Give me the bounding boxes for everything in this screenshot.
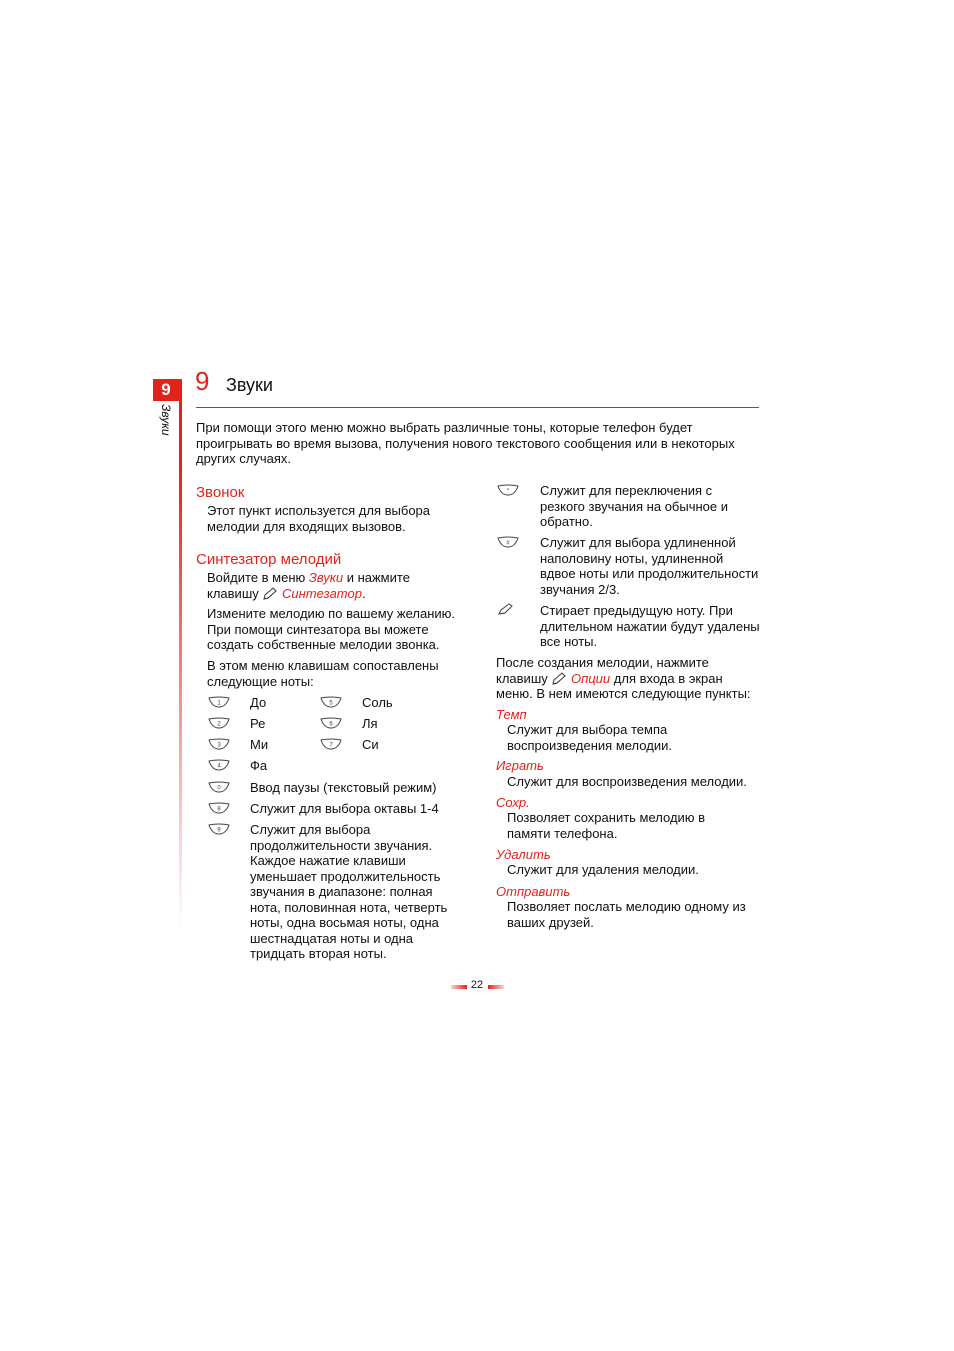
option-label-tempo: Темп [496, 707, 527, 722]
svg-text:6: 6 [329, 721, 333, 728]
page-number-bar-right [488, 985, 504, 989]
note-si: Си [362, 737, 379, 752]
dotted-text: Служит для выбора удлиненной наполовину ноты, удлиненной вдвое ноты или продолжительности звучания 2/3. [540, 535, 759, 597]
erase-text: Стирает предыдущую ноту. При длительном нажатии будут удалены все ноты. [540, 603, 760, 649]
svg-text:*: * [506, 488, 510, 495]
menu-link-sounds: Звуки [308, 570, 344, 585]
svg-text:2: 2 [217, 721, 221, 728]
key-icon [208, 802, 230, 814]
synth-keys-intro: В этом меню клавишам сопоставлены следующие ноты: [207, 658, 439, 689]
svg-text:3: 3 [217, 742, 221, 749]
svg-text:8: 8 [217, 806, 221, 813]
side-label: Звуки [159, 404, 173, 436]
key-icon [208, 759, 230, 771]
erase-key-icon [497, 603, 519, 615]
svg-text:0: 0 [217, 785, 221, 792]
note-sol: Соль [362, 695, 393, 710]
key-icon [497, 484, 519, 496]
after-create-text: После создания мелодии, нажмите клавишу Опции для входа в экран меню. В нем имеются следующие пункты: [496, 655, 751, 701]
note-mi: Ми [250, 737, 269, 752]
key-icon [208, 823, 230, 835]
option-text-send: Позволяет послать мелодию одному из ваших друзей. [507, 899, 746, 930]
softkey-pen-icon [262, 587, 278, 600]
key-icon [208, 781, 230, 793]
key-icon [208, 696, 230, 708]
side-rule-fade [179, 464, 182, 929]
key-icon [320, 696, 342, 708]
page-number: 22 [470, 979, 484, 991]
svg-text:9: 9 [217, 827, 221, 834]
synth-enter-text: Войдите в меню Звуки и нажмите клавишу Синтезатор. [207, 570, 410, 601]
menu-link-synth: Синтезатор [281, 585, 362, 601]
softkey-pen-icon [551, 672, 567, 685]
chapter-title: Звуки [226, 375, 273, 395]
switch-text: Служит для переключения с резкого звучания на обычное и обратно. [540, 483, 728, 529]
option-label-send: Отправить [496, 884, 571, 899]
svg-text:1: 1 [217, 700, 221, 707]
svg-text:7: 7 [329, 742, 333, 749]
key-icon [320, 738, 342, 750]
ring-heading: Звонок [196, 484, 245, 501]
option-text-delete: Служит для удаления мелодии. [507, 862, 699, 877]
chapter-number: 9 [195, 366, 210, 396]
intro-paragraph: При помощи этого меню можно выбрать различные тоны, которые телефон будет проигрывать во время вызова, получения нового текстового сообщения или в некоторых других случаях. [196, 420, 735, 466]
chapter-tab: 9 [153, 379, 179, 401]
page-number-bar-left [451, 985, 467, 989]
svg-text:#: # [506, 540, 510, 547]
key-icon [320, 717, 342, 729]
note-do: До [250, 695, 267, 710]
svg-text:4: 4 [217, 763, 221, 770]
synth-change-text: Измените мелодию по вашему желанию. При помощи синтезатора вы можете создать собственные мелодии звонка. [207, 606, 456, 652]
note-fa: Фа [250, 758, 268, 773]
key-icon [208, 717, 230, 729]
title-rule [196, 407, 759, 408]
menu-link-options: Опции [570, 670, 611, 686]
note-la: Ля [362, 716, 378, 731]
svg-text:5: 5 [329, 700, 333, 707]
synth-heading: Синтезатор мелодий [196, 551, 342, 568]
option-text-tempo: Служит для выбора темпа воспроизведения мелодии. [507, 722, 672, 753]
option-label-play: Играть [496, 758, 544, 773]
option-label-save: Сохр. [496, 795, 530, 810]
option-label-delete: Удалить [496, 847, 551, 862]
side-rule [179, 379, 182, 464]
octave-text: Служит для выбора октавы 1-4 [250, 801, 439, 816]
note-re: Ре [250, 716, 266, 731]
pause-text: Ввод паузы (текстовый режим) [250, 780, 437, 795]
option-text-play: Служит для воспроизведения мелодии. [507, 774, 747, 789]
duration-text: Служит для выбора продолжительности звучания. Каждое нажатие клавиши уменьшает продолжительность звучания в диапазоне: полная нота, половинная нота, четверть ноты, одна восьмая ноты, одна шестнадцатая ноты и одна тридцать вторая ноты. [250, 822, 448, 961]
key-icon [208, 738, 230, 750]
ring-text: Этот пункт используется для выбора мелодии для входящих вызовов. [207, 503, 431, 534]
key-icon [497, 536, 519, 548]
option-text-save: Позволяет сохранить мелодию в памяти телефона. [507, 810, 706, 841]
